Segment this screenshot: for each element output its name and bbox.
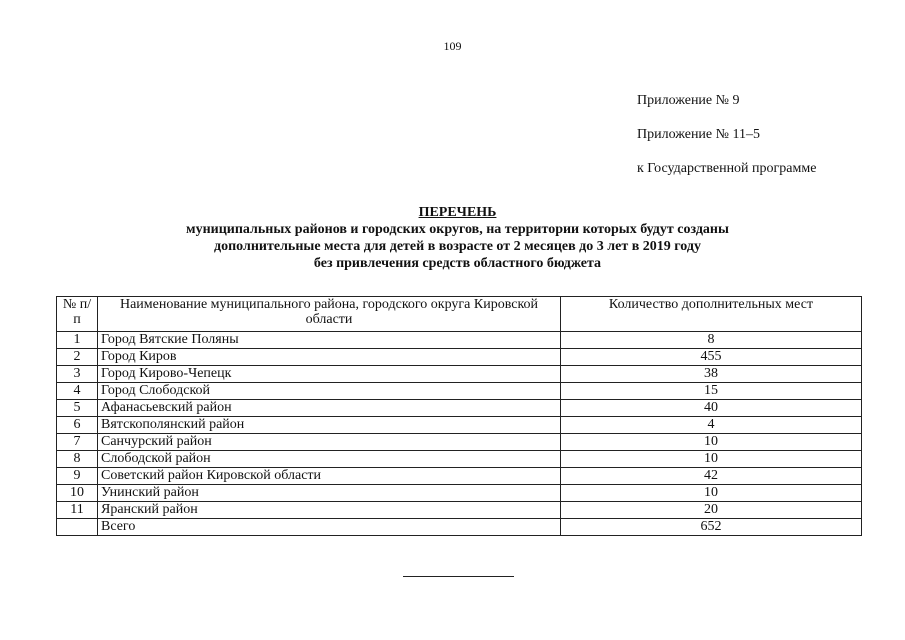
row-num: 2 xyxy=(57,349,98,366)
row-num: 6 xyxy=(57,417,98,434)
table-row xyxy=(57,502,862,519)
document-title: ПЕРЕЧЕНЬ xyxy=(418,205,497,220)
document-subtitle-line-2: дополнительные места для детей в возрасте от 2 месяцев до 3 лет в 2019 году xyxy=(214,239,701,254)
table-row xyxy=(57,468,862,485)
row-name: Город Кирово-Чепецк xyxy=(98,366,561,383)
appendix-number: Приложение № 9 xyxy=(637,93,740,108)
bottom-divider xyxy=(403,576,514,577)
row-name: Город Слободской xyxy=(98,383,561,400)
row-count: 10 xyxy=(561,451,862,468)
row-num: 4 xyxy=(57,383,98,400)
table-row xyxy=(57,366,862,383)
row-count: 10 xyxy=(561,485,862,502)
row-name: Вятскополянский район xyxy=(98,417,561,434)
row-name: Афанасьевский район xyxy=(98,400,561,417)
row-num: 1 xyxy=(57,332,98,349)
header-count: Количество дополнительных мест xyxy=(561,297,862,332)
document-subtitle-line-1: муниципальных районов и городских округов, на территории которых будут созданы xyxy=(186,222,729,237)
header-name: Наименование муниципального района, городского округа Кировской области xyxy=(98,297,561,332)
appendix-program-ref: к Государственной программе xyxy=(637,161,817,176)
row-num: 7 xyxy=(57,434,98,451)
row-count: 455 xyxy=(561,349,862,366)
table-row xyxy=(57,383,862,400)
row-count: 10 xyxy=(561,434,862,451)
table-row xyxy=(57,332,862,349)
row-name: Город Киров xyxy=(98,349,561,366)
total-count: 652 xyxy=(561,519,862,536)
table-row xyxy=(57,434,862,451)
total-num-empty xyxy=(57,519,98,536)
row-name: Унинский район xyxy=(98,485,561,502)
header-num: № п/п xyxy=(57,297,98,332)
document-subtitle-line-3: без привлечения средств областного бюджета xyxy=(313,256,602,271)
row-count: 20 xyxy=(561,502,862,519)
row-name: Советский район Кировской области xyxy=(98,468,561,485)
table-row xyxy=(57,417,862,434)
row-num: 3 xyxy=(57,366,98,383)
row-num: 5 xyxy=(57,400,98,417)
table-row xyxy=(57,349,862,366)
row-name: Санчурский район xyxy=(98,434,561,451)
page-number: 109 xyxy=(443,39,462,53)
table-row xyxy=(57,485,862,502)
row-count: 38 xyxy=(561,366,862,383)
row-name: Город Вятские Поляны xyxy=(98,332,561,349)
row-count: 42 xyxy=(561,468,862,485)
total-label: Всего xyxy=(98,519,561,536)
table-total-row xyxy=(57,519,862,536)
municipalities-table xyxy=(56,296,862,536)
row-num: 9 xyxy=(57,468,98,485)
row-count: 40 xyxy=(561,400,862,417)
row-num: 10 xyxy=(57,485,98,502)
table-row xyxy=(57,400,862,417)
row-count: 8 xyxy=(561,332,862,349)
row-count: 15 xyxy=(561,383,862,400)
row-name: Слободской район xyxy=(98,451,561,468)
table-header-row xyxy=(57,297,862,332)
row-count: 4 xyxy=(561,417,862,434)
appendix-sub-number: Приложение № 11–5 xyxy=(637,127,760,142)
row-name: Яранский район xyxy=(98,502,561,519)
row-num: 8 xyxy=(57,451,98,468)
document-heading xyxy=(0,204,905,272)
row-num: 11 xyxy=(57,502,98,519)
table-row xyxy=(57,451,862,468)
